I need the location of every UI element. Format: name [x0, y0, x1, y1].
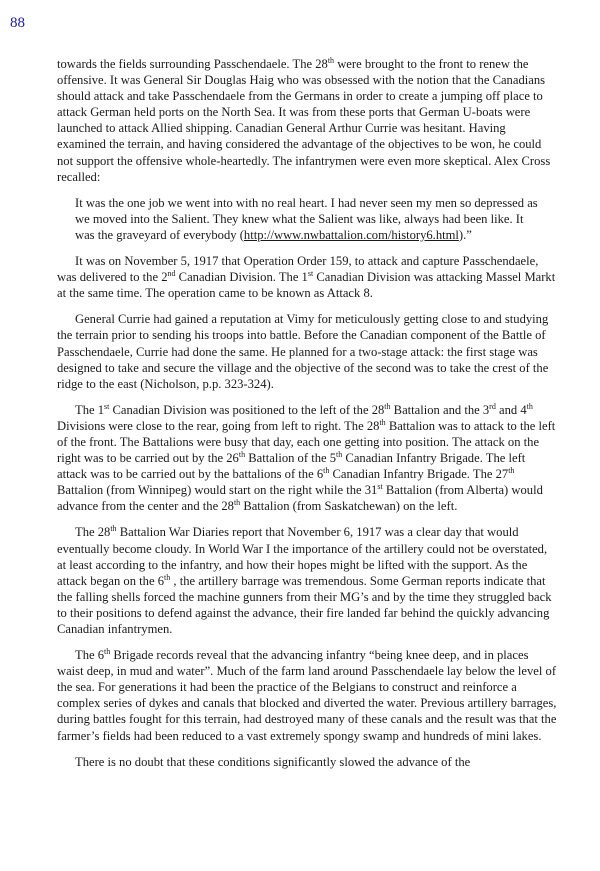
text-run: Divisions were close to the rear, going from left to right. The 28 [57, 418, 380, 433]
quote-end: ).” [458, 227, 472, 242]
paragraph-2 [57, 253, 557, 301]
ordinal-suffix: st [307, 268, 314, 278]
text-run: Canadian Division. The 1 [175, 270, 308, 285]
paragraph-4 [57, 402, 557, 515]
text-run: Brigade records reveal that the advancing infantry “being knee deep, and in places waist deep, in mud and water”. Much of the farm land around Passchendaele lay below the level of the sea. For generations it had been the practice of the Belgians to construct and reinforce a complex series of dykes and canals that blocked and diverted the water. Previous artillery barrages, during battles fought for this terrain, had destroyed many of these canals and the result was that the farmer’s fields had been reduced to a vast extremely spongy swamp and hundreds of mini lakes. [57, 648, 557, 743]
ordinal-suffix: rd [489, 401, 496, 411]
paragraph-3: General Currie had gained a reputation at Vimy for meticulously getting close to and studying the terrain prior to sending his troops into battle. Before the Canadian component of the Battle of Passchendaele, Currie had done the same. He planned for a two-stage attack: the first stage was designed to take and secure the village and the objective of the second was to take the crest of the ridge to the east (Nicholson, p.p. 323-324). [57, 312, 549, 391]
paragraph-1 [57, 56, 557, 185]
text-run: , the artillery barrage was tremendous. Some German reports indicate that the falling shells forced the machine gunners from their MG’s and by the time they struggled back to their positions to defend against the advance, their fire landed far behind the quickly advancing Canadian infantrymen. [57, 573, 552, 636]
ordinal-suffix: st [104, 401, 110, 411]
text-run: Battalion (from Alberta) would advance from the center and the 28 [57, 483, 543, 514]
text-run: Canadian Infantry Brigade. The left attack was to be carried out by the battalions of the 6 [57, 451, 526, 482]
text-run: Canadian Division was positioned to the left of the 28 [109, 402, 385, 417]
text-run: Battalion (from Winnipeg) would start on the right while the 31 [57, 483, 378, 498]
ordinal-suffix: th [164, 572, 171, 582]
ordinal-suffix: th [233, 498, 241, 508]
text-run: Battalion of the 5 [245, 451, 337, 466]
paragraph-6 [57, 647, 557, 744]
text-run: and 4 [495, 402, 527, 417]
ordinal-suffix: th [327, 55, 335, 65]
text-run: Battalion (from Saskatchewan) on the left. [240, 499, 458, 514]
ordinal-suffix: th [384, 401, 391, 411]
text-run: towards the fields surrounding Passchendaele. The 28 [57, 57, 328, 71]
ordinal-suffix: th [323, 465, 330, 475]
ordinal-suffix: th [379, 417, 386, 427]
text-run: Battalion War Diaries report that November 6, 1917 was a clear day that would eventually become cloudy. In World War I the importance of the artillery could not be overstated, at least according to the infantry, and how their hopes might be lifted with the support. As the attack began on the 6 [57, 525, 548, 588]
ordinal-suffix: th [336, 449, 343, 459]
text-run: Battalion and the 3 [390, 402, 490, 417]
text-run: It was on November 5, 1917 that Operation Order 159, to attack and capture Passchendaele, was delivered to the 2 [57, 254, 539, 285]
ordinal-suffix: th [526, 401, 533, 411]
page-number: 88 [10, 15, 25, 31]
ordinal-suffix: th [238, 449, 246, 459]
ordinal-suffix: nd [167, 268, 176, 278]
text-run: The 28 [75, 525, 111, 540]
quote-source-link[interactable]: http://www.nwbattalion.com/history6.html [243, 227, 459, 242]
text-run: were brought to the front to renew the offensive. It was General Sir Douglas Haig who was obsessed with the notion that the Canadians should attack and take Passchendaele from the Germans in order to create a jumping off place to attack German held ports on the North Sea. It was from these ports that German U-boats were launched to attack Allied shipping. Canadian General Arthur Currie was hesitant. Having examined the terrain, and having considered the advantage of the objectives to be won, he could not support the offensive whole-heartedly. The infantrymen were even more skeptical. Alex Cross recalled: [57, 57, 551, 184]
text-run: Canadian Infantry Brigade. The 27 [329, 467, 509, 482]
paragraph-5 [57, 524, 557, 637]
paragraph-7: There is no doubt that these conditions significantly slowed the advance of the [75, 754, 471, 769]
body-text [57, 56, 557, 770]
quote-text: It was the one job we went into with no real heart. I had never seen my men so depressed as we moved into the Salient. They knew what the Salient was like, always had been like. It was the graveyard of everybody ( [75, 195, 538, 242]
text-run: The 6 [75, 648, 105, 663]
ordinal-suffix: th [110, 524, 117, 534]
text-run: The 1 [75, 402, 105, 417]
block-quote [75, 195, 545, 243]
ordinal-suffix: th [508, 465, 515, 475]
text-run: Canadian Division was attacking Massel Markt at the same time. The operation came to be known as Attack 8. [57, 270, 556, 301]
ordinal-suffix: st [377, 482, 383, 492]
text-run: Battalion was to attack to the left of the front. The Battalions were busy that day, each one getting into position. The attack on the right was to be carried out by the 26 [57, 418, 556, 466]
ordinal-suffix: th [104, 646, 111, 656]
